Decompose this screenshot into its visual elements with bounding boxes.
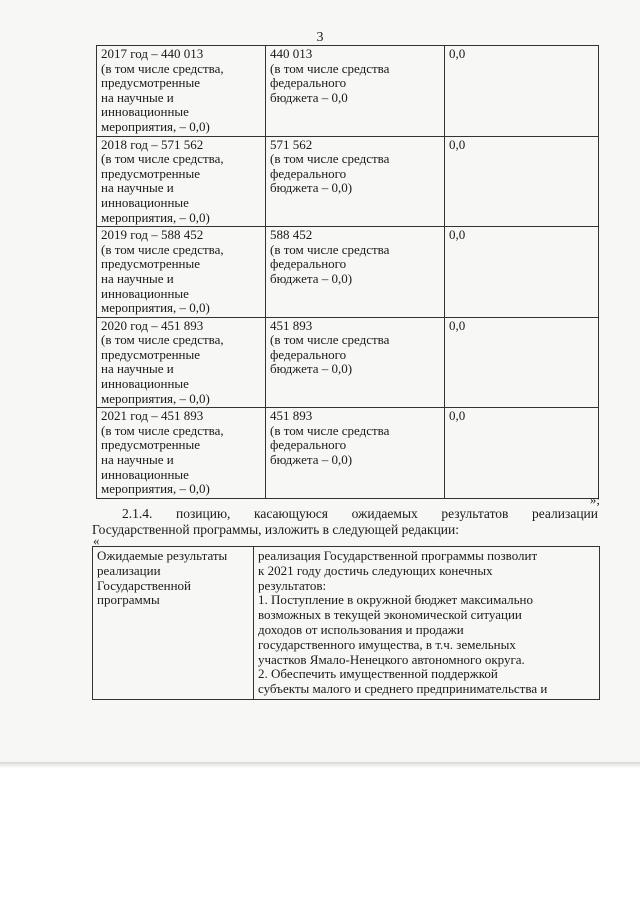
- cell-line: (в том числе средства: [270, 60, 390, 76]
- cell-line: результатов:: [258, 577, 327, 593]
- cell-line: бюджета – 0,0: [270, 89, 348, 105]
- cell-line: инновационные: [101, 466, 189, 482]
- table-row: [97, 408, 599, 499]
- cell-line: (в том числе средства: [270, 332, 390, 348]
- cell-line: федерального: [270, 75, 347, 91]
- results-table: [92, 546, 600, 700]
- cell-line: федерального: [270, 165, 347, 181]
- cell-line: 0,0: [449, 317, 466, 333]
- cell-line: (в том числе средства,: [101, 422, 224, 438]
- cell-line: возможных в текущей экономической ситуации: [258, 607, 522, 623]
- cell-line: 1. Поступление в окружной бюджет максимально: [258, 592, 533, 608]
- cell-line: 571 562: [270, 136, 313, 152]
- cell-line: 2018 год – 571 562: [101, 136, 204, 152]
- cell-line: на научные и: [101, 361, 174, 377]
- cell-line: инновационные: [101, 194, 189, 210]
- cell-line: предусмотренные: [101, 75, 201, 91]
- cell-line: 0,0: [449, 227, 466, 243]
- other-sources-cell: [445, 317, 599, 408]
- cell-line: 0,0: [449, 136, 466, 152]
- cell-line: Государственной: [97, 577, 192, 593]
- cell-line: федерального: [270, 256, 347, 272]
- closing-quote: »;: [589, 492, 600, 507]
- cell-line: доходов от использования и продажи: [258, 621, 464, 637]
- paragraph-line-2: Государственной программы, изложить в следующей редакции:: [92, 522, 459, 537]
- cell-line: бюджета – 0,0): [270, 180, 353, 196]
- cell-line: на научные и: [101, 270, 174, 286]
- cell-line: реализация Государственной программы позволит: [258, 548, 538, 563]
- federal-budget-cell: [266, 317, 445, 408]
- federal-budget-cell: [266, 227, 445, 318]
- cell-line: инновационные: [101, 285, 189, 301]
- cell-line: участков Ямало-Ненецкого автономного округа.: [258, 651, 525, 667]
- cell-line: 2. Обеспечить имущественной поддержкой: [258, 666, 498, 682]
- cell-line: реализации: [97, 562, 161, 578]
- year-total-cell: [97, 408, 266, 499]
- cell-line: (в том числе средства: [270, 241, 390, 257]
- scan-edge: [0, 762, 640, 768]
- cell-line: на научные и: [101, 452, 174, 468]
- cell-line: 451 893: [270, 408, 313, 424]
- results-label-cell: [93, 547, 254, 700]
- cell-line: инновационные: [101, 104, 189, 120]
- year-total-cell: [97, 227, 266, 318]
- year-total-cell: [97, 136, 266, 227]
- cell-line: (в том числе средства: [270, 422, 390, 438]
- cell-line: мероприятия, – 0,0): [101, 481, 210, 497]
- cell-line: (в том числе средства,: [101, 241, 224, 257]
- cell-line: бюджета – 0,0): [270, 361, 353, 377]
- paragraph-line-1: 2.1.4. позицию, касающуюся ожидаемых результатов реализации: [122, 506, 598, 521]
- federal-budget-cell: [266, 46, 445, 137]
- cell-line: мероприятия, – 0,0): [101, 390, 210, 406]
- cell-line: (в том числе средства: [270, 151, 390, 167]
- cell-line: Ожидаемые результаты: [97, 548, 228, 563]
- other-sources-cell: [445, 46, 599, 137]
- table-row: [97, 46, 599, 137]
- year-total-cell: [97, 46, 266, 137]
- table-row: [97, 317, 599, 408]
- cell-line: программы: [97, 592, 160, 608]
- other-sources-cell: [445, 136, 599, 227]
- cell-line: 2021 год – 451 893: [101, 408, 204, 424]
- opening-quote: «: [93, 533, 100, 548]
- cell-line: мероприятия, – 0,0): [101, 300, 210, 316]
- cell-line: 451 893: [270, 317, 313, 333]
- year-total-cell: [97, 317, 266, 408]
- cell-line: предусмотренные: [101, 256, 201, 272]
- results-content-cell: [254, 547, 600, 700]
- cell-line: мероприятия, – 0,0): [101, 118, 210, 134]
- cell-line: федерального: [270, 437, 347, 453]
- cell-line: федерального: [270, 346, 347, 362]
- cell-line: 2017 год – 440 013: [101, 46, 204, 61]
- funding-table: [96, 45, 599, 499]
- cell-line: бюджета – 0,0): [270, 452, 353, 468]
- other-sources-cell: [445, 408, 599, 499]
- cell-line: инновационные: [101, 376, 189, 392]
- table-row: [93, 547, 600, 700]
- table-row: [97, 136, 599, 227]
- cell-line: (в том числе средства,: [101, 60, 224, 76]
- cell-line: предусмотренные: [101, 437, 201, 453]
- cell-line: 0,0: [449, 46, 466, 61]
- cell-line: (в том числе средства,: [101, 332, 224, 348]
- cell-line: мероприятия, – 0,0): [101, 209, 210, 225]
- cell-line: 588 452: [270, 227, 313, 243]
- page-number: 3: [316, 30, 324, 45]
- cell-line: на научные и: [101, 180, 174, 196]
- cell-line: предусмотренные: [101, 346, 201, 362]
- federal-budget-cell: [266, 408, 445, 499]
- cell-line: предусмотренные: [101, 165, 201, 181]
- cell-line: государственного имущества, в т.ч. земельных: [258, 636, 516, 652]
- cell-line: к 2021 году достичь следующих конечных: [258, 562, 493, 578]
- cell-line: 2019 год – 588 452: [101, 227, 204, 243]
- table-row: [97, 227, 599, 318]
- federal-budget-cell: [266, 136, 445, 227]
- other-sources-cell: [445, 227, 599, 318]
- cell-line: субъекты малого и среднего предпринимательства и: [258, 681, 548, 697]
- cell-line: 0,0: [449, 408, 466, 424]
- cell-line: 440 013: [270, 46, 313, 61]
- section-paragraph: [92, 506, 598, 538]
- cell-line: бюджета – 0,0): [270, 270, 353, 286]
- cell-line: на научные и: [101, 89, 174, 105]
- cell-line: 2020 год – 451 893: [101, 317, 204, 333]
- cell-line: (в том числе средства,: [101, 151, 224, 167]
